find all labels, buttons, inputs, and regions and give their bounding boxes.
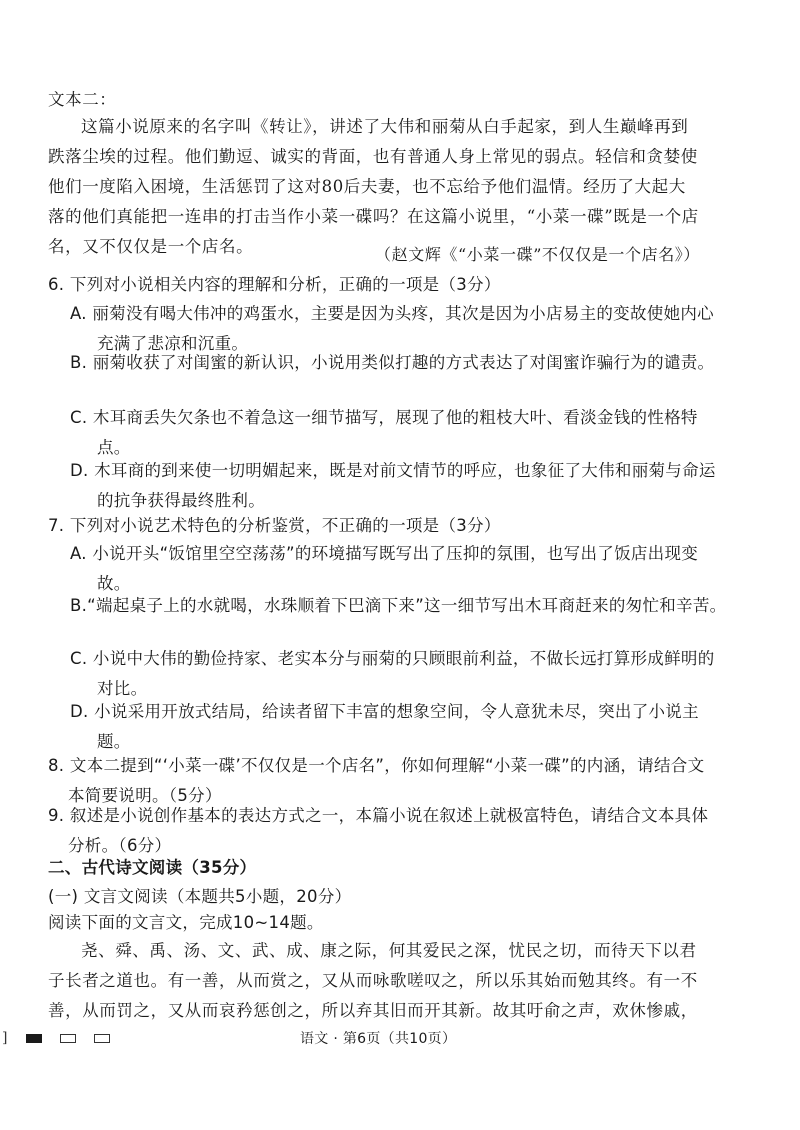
question-6-option-c: C. 木耳商丢失欠条也不着急这一细节描写，展现了他的粗枝大叶、看淡金钱的性格特点。 — [70, 408, 698, 457]
question-8: 8. 文本二提到“‘小菜一碟’不仅仅是一个店名”，你如何理解“小菜一碟”的内涵，请结合文本简要说明。（5分） — [48, 756, 705, 805]
page-number-label: 语文 · 第6页（共10页） — [300, 1031, 457, 1047]
text2-paragraph: 这篇小说原来的名字叫《转让》，讲述了大伟和丽菊从白手起家，到人生巅峰再到跌落尘埃的过程。他们勤逗、诚实的背面，也有普通人身上常见的弱点。轻信和贪婪使他们一度陷入困境，生活惩罚了这对80后夫妻，也不忘给予他们温情。经历了大起大落的他们真能把一连串的打击当作小菜一碟吗？在这篇小说里，“小菜一碟”既是一个店名，又不仅仅是一个店名。 — [48, 117, 699, 256]
section-2-instruction: 阅读下面的文言文，完成10~14题。 — [48, 913, 324, 932]
section-2-subsection: (一) 文言文阅读（本题共5小题，20分） — [48, 887, 352, 906]
question-6-option-a: A. 丽菊没有喝大伟冲的鸡蛋水，主要是因为头疼，其次是因为小店易主的变故使她内心充满了悲凉和沉重。 — [70, 304, 714, 353]
question-7-option-a: A. 小说开头“饭馆里空空荡荡”的环境描写既写出了压抑的氛围，也写出了饭店出现变故。 — [70, 544, 699, 593]
question-7-stem: 7. 下列对小说艺术特色的分析鉴赏，不正确的一项是（3分） — [48, 516, 501, 535]
empty-registration-mark — [60, 1034, 76, 1043]
section-2-title: 二、古代诗文阅读（35分） — [48, 858, 257, 877]
question-7-option-d: D. 小说采用开放式结局，给读者留下丰富的想象空间，令人意犹未尽，突出了小说主题。 — [70, 702, 699, 751]
page-footer — [0, 1028, 800, 1052]
question-6-stem: 6. 下列对小说相关内容的理解和分析，正确的一项是（3分） — [48, 275, 501, 294]
classical-passage: 尧、舜、禹、汤、文、武、成、康之际，何其爱民之深，忧民之切，而待天下以君子长者之道也。有一善，从而赏之，又从而咏歌嗟叹之，所以乐其始而勉其终。有一不善，从而罚之，又从而哀矜惩创之，所以弃其旧而开其新。故其吁俞之声，欢休惨戚， — [48, 941, 698, 1020]
text2-heading: 文本二： — [48, 90, 117, 109]
question-7-option-c: C. 小说中大伟的勤俭持家、老实本分与丽菊的只顾眼前利益，不做长远打算形成鲜明的对比。 — [70, 649, 715, 698]
question-7-option-b: B.“端起桌子上的水就喝，水珠顺着下巴滴下来”这一细节写出木耳商赶来的匆忙和辛苦。 — [70, 596, 727, 615]
filled-registration-mark — [26, 1034, 42, 1043]
empty-registration-mark — [94, 1034, 110, 1043]
margin-bracket-mark: ] — [2, 1030, 8, 1046]
question-6-option-b: B. 丽菊收获了对闺蜜的新认识，小说用类似打趣的方式表达了对闺蜜诈骗行为的谴责。 — [70, 353, 715, 372]
text2-source: （赵文辉《“小菜一碟”不仅仅是一个店名》） — [375, 245, 700, 264]
question-6-option-d: D. 木耳商的到来使一切明媚起来，既是对前文情节的呼应，也象征了大伟和丽菊与命运的抗争获得最终胜利。 — [70, 461, 716, 510]
question-9: 9. 叙述是小说创作基本的表达方式之一，本篇小说在叙述上就极富特色，请结合文本具体分析。（6分） — [48, 806, 709, 855]
